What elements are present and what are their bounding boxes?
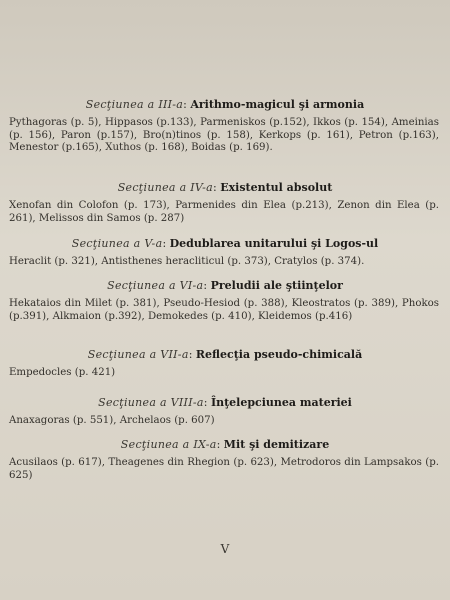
section-heading: Secţiunea a VIII-a: Înţelepciunea materiei	[98, 396, 352, 409]
section-3	[0, 98, 450, 155]
section-title: Mit şi demitizare	[223, 438, 330, 451]
section-title: Înţelepciunea materiei	[210, 396, 352, 409]
section-entries: Acusilaos (p. 617), Theagenes din Rhegion (p. 623), Metrodoros din Lampsakos (p. 625)	[9, 457, 439, 481]
section-title: Existentul absolut	[220, 181, 333, 194]
section-label: Secţiunea a VII-a	[87, 348, 189, 361]
section-title: Preludii ale ştiinţelor	[210, 279, 343, 292]
section-label: Secţiunea a V-a	[71, 237, 163, 250]
section-title: Arithmo-magicul şi armonia	[190, 98, 365, 111]
section-entries: Anaxagoras (p. 551), Archelaos (p. 607)	[9, 415, 215, 426]
section-heading: Secţiunea a VII-a: Reflecţia pseudo-chimicală	[87, 348, 363, 361]
section-heading: Secţiunea a V-a: Dedublarea unitarului şi Logos-ul	[71, 237, 379, 250]
section-6	[0, 279, 450, 323]
section-label: Secţiunea a VI-a	[107, 279, 204, 292]
section-8	[0, 396, 450, 428]
section-label: Secţiunea a IX-a	[120, 438, 217, 451]
section-9	[0, 438, 450, 482]
page-number: V	[220, 542, 230, 556]
section-title: Dedublarea unitarului şi Logos-ul	[169, 237, 379, 250]
section-label: Secţiunea a VIII-a	[98, 396, 204, 409]
section-entries: Heraclit (p. 321), Antisthenes heracliticul (p. 373), Cratylos (p. 374).	[9, 256, 365, 267]
section-heading: Secţiunea a VI-a: Preludii ale ştiinţelor	[107, 279, 343, 292]
section-entries: Pythagoras (p. 5), Hippasos (p.133), Parmeniskos (p.152), Ikkos (p. 154), Ameinias (p. 156), Paron (p.157), Bro(n)tinos (p. 158), Kerkops (p. 161), Petron (p.163), Menestor (p.165), Xuthos (p. 168), Boidas (p. 169).	[9, 117, 439, 153]
section-entries: Xenofan din Colofon (p. 173), Parmenides din Elea (p.213), Zenon din Elea (p. 261), Melissos din Samos (p. 287)	[9, 200, 439, 224]
section-label: Secţiunea a III-a	[85, 98, 184, 111]
section-7	[0, 348, 450, 380]
section-label: Secţiunea a IV-a	[117, 181, 213, 194]
section-heading: Secţiunea a IX-a: Mit şi demitizare	[120, 438, 330, 451]
section-entries: Hekataios din Milet (p. 381), Pseudo-Hesiod (p. 388), Kleostratos (p. 389), Phokos (p.391), Alkmaion (p.392), Demokedes (p. 410), Kleidemos (p.416)	[9, 298, 439, 322]
section-entries: Empedocles (p. 421)	[9, 367, 116, 378]
section-4	[0, 181, 450, 225]
section-heading: Secţiunea a IV-a: Existentul absolut	[117, 181, 333, 194]
section-5	[0, 237, 450, 269]
section-title: Reflecţia pseudo-chimicală	[195, 348, 363, 361]
section-heading: Secţiunea a III-a: Arithmo-magicul şi armonia	[85, 98, 365, 111]
